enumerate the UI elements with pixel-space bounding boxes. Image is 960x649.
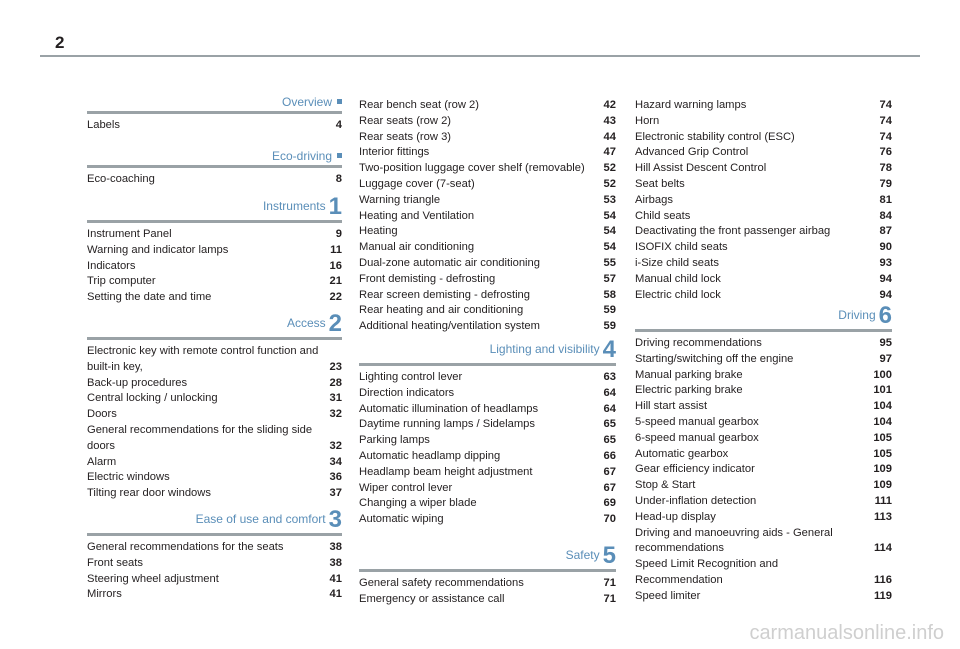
toc-section: [359, 542, 616, 608]
toc-entry-page: 59: [603, 304, 616, 317]
section-title-label: Safety: [565, 548, 600, 562]
toc-entry-page: 84: [879, 209, 892, 222]
toc-entry-title: General safety recommendations: [359, 577, 524, 589]
toc-entry-page: 54: [603, 225, 616, 238]
section-rule: [87, 337, 342, 340]
toc-entry-page: 104: [873, 400, 892, 413]
toc-entry-page: 11: [330, 243, 342, 256]
toc-entry-page: 54: [603, 209, 616, 222]
toc-entry-title: Instrument Panel: [87, 228, 172, 240]
toc-entry-title: Manual parking brake: [635, 368, 743, 381]
toc-entry-page: 64: [603, 386, 616, 399]
section-header: [359, 542, 616, 572]
toc-entry[interactable]: [359, 177, 616, 193]
toc-entry-title: Warning and indicator lamps: [87, 243, 229, 256]
toc-entry[interactable]: [635, 557, 892, 589]
toc-entry[interactable]: [635, 352, 892, 368]
section-header: [87, 146, 342, 168]
toc-entry-page: 66: [603, 449, 616, 462]
toc-entry-title: Seat belts: [635, 177, 685, 190]
toc-entry-page: 81: [879, 193, 892, 206]
toc-entry-page: 116: [873, 573, 892, 586]
toc-entry[interactable]: [635, 224, 892, 240]
toc-entry-page: 54: [603, 241, 616, 254]
section-header: [87, 92, 342, 114]
page-number: 2: [55, 33, 65, 52]
toc-entry-page: 101: [873, 384, 892, 397]
toc-entry-page: 59: [603, 320, 616, 333]
toc-entry[interactable]: [359, 512, 616, 528]
toc-entry[interactable]: [87, 172, 342, 188]
toc-entry[interactable]: [635, 177, 892, 193]
toc-entry-page: 41: [329, 572, 342, 585]
toc-entry-title: General recommendations for the sliding side doors: [87, 423, 313, 452]
section-number: 1: [328, 193, 342, 220]
toc-entry-list: [635, 98, 892, 303]
toc-entry[interactable]: [359, 272, 616, 288]
toc-entry-title: Doors: [87, 408, 117, 421]
toc-entry[interactable]: [359, 288, 616, 304]
toc-entry[interactable]: [359, 303, 616, 319]
toc-entry-page: 57: [603, 272, 616, 285]
toc-entry-page: 76: [879, 146, 892, 159]
toc-entry[interactable]: [635, 368, 892, 384]
toc-entry-list: [359, 98, 616, 335]
toc-entry[interactable]: [87, 391, 342, 407]
header-rule: [40, 55, 920, 57]
toc-entry-title: Emergency or assistance call: [359, 592, 505, 605]
toc-entry-title: Child seats: [635, 209, 691, 222]
section-title-label: Access: [286, 316, 326, 330]
toc-entry-title: Manual air conditioning: [359, 241, 475, 254]
toc-entry-page: 34: [329, 455, 342, 468]
toc-entry[interactable]: [635, 209, 892, 225]
toc-entry[interactable]: [635, 383, 892, 399]
toc-entry-title: Speed limiter: [635, 589, 701, 602]
section-title: [286, 310, 342, 337]
toc-entry[interactable]: [359, 386, 616, 402]
toc-entry[interactable]: [359, 417, 616, 433]
toc-entry-title: Advanced Grip Control: [635, 146, 749, 159]
section-header: [87, 506, 342, 536]
toc-entry[interactable]: [87, 227, 342, 243]
toc-entry-title: Under-inflation detection: [635, 494, 757, 507]
section-title: [262, 193, 342, 220]
section-header: [359, 336, 616, 366]
toc-entry[interactable]: [359, 433, 616, 449]
section-title: [272, 149, 342, 163]
toc-entry-title: Steering wheel adjustment: [87, 572, 219, 585]
toc-entry[interactable]: [87, 423, 342, 455]
toc-entry[interactable]: [359, 592, 616, 608]
toc-entry-page: 93: [879, 256, 892, 269]
toc-entry-title: Electric windows: [87, 471, 170, 484]
toc-entry-list: [87, 118, 342, 134]
toc-entry-title: Manual child lock: [635, 272, 721, 285]
toc-entry[interactable]: [359, 98, 616, 114]
toc-entry[interactable]: [359, 576, 616, 592]
toc-entry-page: 69: [603, 497, 616, 510]
toc-entry[interactable]: [87, 290, 342, 306]
toc-entry-page: 47: [603, 146, 616, 159]
toc-entry-list: [87, 344, 342, 502]
toc-entry-page: 74: [879, 130, 892, 143]
section-number: 6: [878, 302, 892, 329]
toc-entry[interactable]: [87, 344, 342, 376]
toc-entry-page: 32: [329, 439, 342, 452]
toc-entry[interactable]: [359, 161, 616, 177]
toc-entry-page: 65: [603, 434, 616, 447]
toc-entry-page: 9: [335, 228, 342, 240]
toc-entry-page: 65: [603, 418, 616, 431]
toc-entry[interactable]: [87, 540, 342, 556]
toc-entry-title: Wiper control lever: [359, 481, 453, 494]
toc-entry-title: Direction indicators: [359, 386, 455, 399]
toc-entry[interactable]: [359, 496, 616, 512]
toc-entry[interactable]: [87, 486, 342, 502]
toc-entry[interactable]: [635, 462, 892, 478]
toc-entry-page: 104: [873, 415, 892, 428]
toc-entry[interactable]: [87, 470, 342, 486]
toc-entry-page: 22: [329, 291, 342, 304]
toc-entry-title: Front seats: [87, 556, 143, 569]
toc-section: [359, 336, 616, 528]
section-rule: [359, 569, 616, 572]
toc-entry[interactable]: [359, 224, 616, 240]
toc-entry-title: Electric parking brake: [635, 384, 743, 397]
toc-entry-list: [87, 227, 342, 306]
toc-entry[interactable]: [359, 240, 616, 256]
toc-entry-page: 79: [879, 177, 892, 190]
section-rule: [359, 363, 616, 366]
toc-entry[interactable]: [359, 145, 616, 161]
toc-entry[interactable]: [635, 161, 892, 177]
toc-entry-title: Mirrors: [87, 588, 122, 601]
toc-entry[interactable]: [359, 449, 616, 465]
section-rule: [87, 220, 342, 223]
toc-entry-page: 42: [603, 99, 616, 111]
toc-entry-page: 38: [329, 556, 342, 569]
toc-entry[interactable]: [87, 587, 342, 603]
toc-entry[interactable]: [87, 243, 342, 259]
toc-entry-page: 105: [873, 447, 892, 460]
toc-entry[interactable]: [635, 193, 892, 209]
toc-entry-page: 28: [329, 376, 342, 389]
toc-entry-page: 71: [603, 577, 616, 589]
toc-entry-title: General recommendations for the seats: [87, 541, 284, 553]
toc-entry-title: Alarm: [87, 455, 117, 468]
toc-entry[interactable]: [359, 370, 616, 386]
toc-entry[interactable]: [635, 510, 892, 526]
toc-entry[interactable]: [635, 399, 892, 415]
toc-entry[interactable]: [87, 556, 342, 572]
toc-entry[interactable]: [359, 465, 616, 481]
toc-entry[interactable]: [635, 240, 892, 256]
toc-entry-page: 43: [603, 114, 616, 127]
toc-entry[interactable]: [359, 193, 616, 209]
toc-entry-page: 4: [335, 119, 342, 131]
toc-entry-list: [359, 370, 616, 528]
toc-entry-title: Additional heating/ventilation system: [359, 320, 540, 333]
toc-entry-page: 55: [603, 256, 616, 269]
toc-entry-title: Lighting control lever: [359, 371, 463, 383]
toc-entry-title: Headlamp beam height adjustment: [359, 465, 533, 478]
toc-entry[interactable]: [87, 274, 342, 290]
section-title: [838, 302, 892, 329]
section-title: [282, 95, 342, 109]
toc-entry-title: Driving and manoeuvring aids - General recommendations: [635, 526, 833, 555]
toc-entry-page: 63: [603, 371, 616, 383]
toc-entry-page: 90: [879, 241, 892, 254]
toc-entry-title: Electronic stability control (ESC): [635, 130, 795, 143]
toc-entry[interactable]: [359, 114, 616, 130]
toc-entry-title: Daytime running lamps / Sidelamps: [359, 418, 535, 431]
toc-entry-page: 109: [873, 463, 892, 476]
toc-entry-title: Dual-zone automatic air conditioning: [359, 256, 540, 269]
toc-entry-title: Automatic illumination of headlamps: [359, 402, 539, 415]
toc-section: [635, 98, 892, 303]
toc-entry-title: Hill start assist: [635, 400, 708, 413]
toc-entry[interactable]: [359, 256, 616, 272]
toc-entry-title: Horn: [635, 114, 660, 127]
toc-entry[interactable]: [87, 259, 342, 275]
toc-entry-list: [359, 576, 616, 608]
toc-entry-page: 94: [879, 272, 892, 285]
toc-entry-page: 87: [879, 225, 892, 238]
toc-entry-page: 41: [329, 588, 342, 601]
toc-entry-page: 21: [329, 275, 342, 288]
toc-entry-page: 95: [879, 337, 892, 349]
toc-entry-page: 71: [603, 592, 616, 605]
section-title-label: Ease of use and comfort: [195, 512, 326, 526]
toc-section: [635, 302, 892, 605]
toc-entry-title: Labels: [87, 119, 120, 131]
toc-entry-page: 53: [603, 193, 616, 206]
toc-entry-title: Rear bench seat (row 2): [359, 99, 480, 111]
section-square-icon: [337, 99, 342, 104]
toc-entry-page: 64: [603, 402, 616, 415]
toc-section: [87, 92, 342, 134]
toc-entry[interactable]: [635, 447, 892, 463]
toc-entry-list: [87, 540, 342, 603]
section-number: 3: [328, 506, 342, 533]
toc-entry-page: 119: [873, 589, 892, 602]
toc-entry-list: [635, 336, 892, 605]
toc-entry[interactable]: [635, 415, 892, 431]
toc-entry-page: 44: [603, 130, 616, 143]
toc-entry-title: Two-position luggage cover shelf (removable): [359, 162, 585, 175]
toc-entry-page: 37: [329, 487, 342, 500]
toc-entry-title: Electric child lock: [635, 288, 721, 301]
toc-entry[interactable]: [635, 494, 892, 510]
toc-entry-title: Changing a wiper blade: [359, 497, 477, 510]
toc-entry[interactable]: [87, 407, 342, 423]
section-title: [489, 336, 616, 363]
toc-section: [87, 146, 342, 188]
section-rule: [635, 329, 892, 332]
toc-entry-title: Front demisting - defrosting: [359, 272, 496, 285]
toc-entry-title: Hazard warning lamps: [635, 99, 747, 111]
toc-entry-title: Heating: [359, 225, 398, 238]
toc-entry-title: Hill Assist Descent Control: [635, 162, 767, 175]
toc-entry-title: Airbags: [635, 193, 673, 206]
toc-entry-page: 52: [603, 162, 616, 175]
toc-entry-title: Speed Limit Recognition and Recommendation: [635, 558, 779, 586]
section-header: [87, 310, 342, 340]
section-title: [195, 506, 342, 533]
toc-entry-title: Stop & Start: [635, 479, 696, 492]
toc-entry-title: Rear heating and air conditioning: [359, 304, 524, 317]
section-title-label: Lighting and visibility: [489, 342, 600, 356]
toc-entry-title: Rear seats (row 2): [359, 114, 452, 127]
section-number: 5: [602, 542, 616, 569]
toc-entry-title: Parking lamps: [359, 434, 430, 447]
toc-entry[interactable]: [87, 118, 342, 134]
toc-entry-title: 5-speed manual gearbox: [635, 415, 759, 428]
toc-entry-page: 114: [873, 542, 892, 555]
section-rule: [87, 533, 342, 536]
toc-entry-title: Tilting rear door windows: [87, 487, 211, 500]
toc-entry-title: Automatic wiping: [359, 513, 444, 526]
toc-entry-title: Driving recommendations: [635, 337, 762, 349]
toc-entry[interactable]: [87, 455, 342, 471]
toc-entry-page: 100: [873, 368, 892, 381]
toc-entry-page: 31: [329, 392, 342, 405]
toc-entry-title: Gear efficiency indicator: [635, 463, 755, 476]
toc-entry[interactable]: [635, 272, 892, 288]
toc-entry-title: i-Size child seats: [635, 256, 719, 269]
section-square-icon: [337, 153, 342, 158]
toc-entry-title: Head-up display: [635, 510, 716, 523]
section-header: [87, 193, 342, 223]
toc-entry[interactable]: [87, 376, 342, 392]
toc-entry-list: [87, 172, 342, 188]
toc-entry-title: Rear seats (row 3): [359, 130, 452, 143]
toc-entry-page: 78: [879, 162, 892, 175]
toc-entry-title: Indicators: [87, 259, 136, 272]
toc-entry-page: 38: [329, 541, 342, 553]
toc-entry[interactable]: [635, 256, 892, 272]
toc-entry[interactable]: [635, 98, 892, 114]
toc-entry[interactable]: [359, 209, 616, 225]
toc-entry-title: Back-up procedures: [87, 376, 188, 389]
toc-entry-page: 113: [873, 510, 892, 523]
toc-entry-page: 70: [603, 513, 616, 526]
toc-entry-title: Automatic headlamp dipping: [359, 449, 501, 462]
toc-entry-page: 32: [329, 408, 342, 421]
section-number: 4: [602, 336, 616, 363]
toc-entry[interactable]: [635, 431, 892, 447]
section-title-label: Instruments: [262, 199, 326, 213]
toc-entry-page: 97: [879, 352, 892, 365]
toc-entry-page: 8: [335, 173, 342, 185]
toc-entry[interactable]: [635, 478, 892, 494]
toc-entry-title: Starting/switching off the engine: [635, 352, 794, 365]
toc-entry-title: Interior fittings: [359, 146, 430, 159]
toc-section: [87, 506, 342, 603]
toc-entry-page: 94: [879, 288, 892, 301]
toc-entry-title: Luggage cover (7-seat): [359, 177, 475, 190]
section-title-label: Driving: [838, 308, 876, 322]
toc-section: [87, 193, 342, 306]
toc-entry[interactable]: [359, 319, 616, 335]
toc-entry-page: 67: [603, 465, 616, 478]
toc-entry-title: Rear screen demisting - defrosting: [359, 288, 530, 301]
toc-entry-title: Trip computer: [87, 275, 156, 288]
toc-entry[interactable]: [635, 288, 892, 304]
toc-entry[interactable]: [359, 130, 616, 146]
toc-entry[interactable]: [635, 336, 892, 352]
toc-entry[interactable]: [635, 145, 892, 161]
section-rule: [87, 165, 342, 168]
section-title-label: Overview: [281, 95, 332, 109]
section-number: 2: [328, 310, 342, 337]
toc-entry-page: 16: [329, 259, 342, 272]
toc-entry-title: Electronic key with remote control function and built-in key,: [87, 345, 319, 373]
toc-entry-page: 58: [603, 288, 616, 301]
toc-entry[interactable]: [635, 130, 892, 146]
section-title: [565, 542, 616, 569]
toc-entry-page: 36: [329, 471, 342, 484]
toc-entry-title: Central locking / unlocking: [87, 392, 218, 405]
section-title-label: Eco-driving: [271, 149, 332, 163]
toc-entry[interactable]: [635, 589, 892, 605]
toc-entry[interactable]: [635, 114, 892, 130]
toc-entry-title: 6-speed manual gearbox: [635, 431, 759, 444]
toc-entry-title: Heating and Ventilation: [359, 209, 475, 222]
toc-section: [87, 310, 342, 502]
section-header: [635, 302, 892, 332]
toc-entry[interactable]: [359, 402, 616, 418]
toc-entry[interactable]: [635, 526, 892, 558]
toc-entry-page: 109: [873, 479, 892, 492]
toc-entry[interactable]: [359, 481, 616, 497]
toc-entry-page: 74: [879, 114, 892, 127]
toc-entry-title: Deactivating the front passenger airbag: [635, 225, 831, 238]
toc-entry-page: 67: [603, 481, 616, 494]
toc-section: [359, 98, 616, 335]
section-rule: [87, 111, 342, 114]
toc-entry-page: 111: [874, 494, 892, 507]
toc-entry-page: 105: [873, 431, 892, 444]
toc-entry-title: Setting the date and time: [87, 291, 212, 304]
toc-entry-page: 74: [879, 99, 892, 111]
toc-entry[interactable]: [87, 572, 342, 588]
watermark: carmanualsonline.info: [749, 622, 944, 644]
toc-entry-title: Warning triangle: [359, 193, 441, 206]
toc-entry-title: Automatic gearbox: [635, 447, 729, 460]
toc-entry-title: ISOFIX child seats: [635, 241, 728, 254]
toc-entry-page: 52: [603, 177, 616, 190]
toc-entry-page: 23: [329, 360, 342, 373]
toc-entry-title: Eco-coaching: [87, 173, 155, 185]
